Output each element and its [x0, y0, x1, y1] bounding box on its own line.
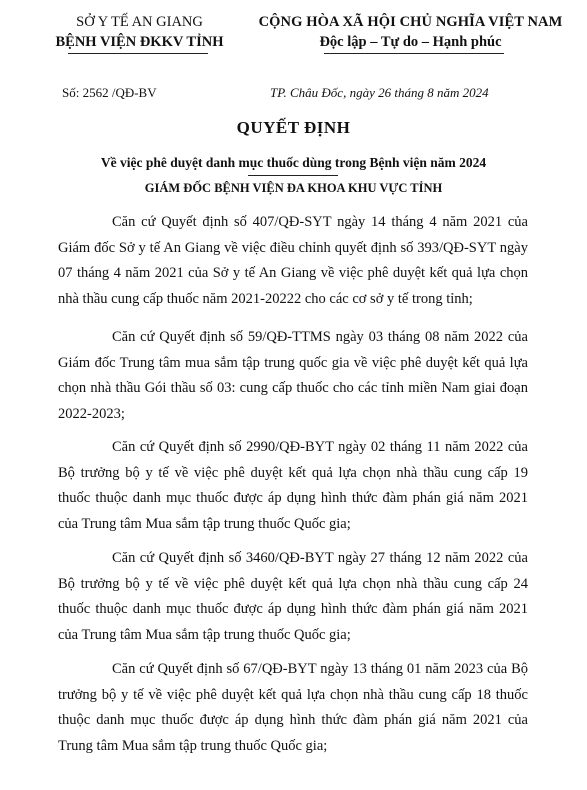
republic-name: CỘNG HÒA XÃ HỘI CHỦ NGHĨA VIỆT NAM — [258, 14, 563, 30]
national-motto: Độc lập – Tự do – Hạnh phúc — [319, 34, 502, 50]
document-subtitle: Về việc phê duyệt danh mục thuốc dùng trong Bệnh viện năm 2024 — [100, 155, 487, 170]
paragraph-text: Căn cứ Quyết định số 2990/QĐ-BYT ngày 02 tháng 11 năm 2022 của Bộ trưởng bộ y tế về việc phê duyệt kết quả lựa chọn nhà thầu cung cấp 19 thuốc thuộc danh mục thuốc được áp dụng hình thức đàm phán giá năm 2021 của Trung tâm Mua sắm tập trung thuốc Quốc gia; — [58, 439, 528, 532]
paragraph-4 — [58, 546, 528, 648]
agency-name: SỞ Y TẾ AN GIANG — [76, 14, 203, 30]
motto-underline — [324, 53, 504, 54]
document-number: Số: 2562 /QĐ-BV — [62, 85, 157, 100]
paragraph-text: Căn cứ Quyết định số 3460/QĐ-BYT ngày 27 tháng 12 năm 2022 của Bộ trưởng bộ y tế về việc phê duyệt kết quả lựa chọn nhà thầu cung cấp 24 thuốc thuộc danh mục thuốc được áp dụng hình thức đàm phán giá năm 2021 của Trung tâm Mua sắm tập trung thuốc Quốc gia; — [58, 550, 528, 643]
paragraph-text: Căn cứ Quyết định số 67/QĐ-BYT ngày 13 tháng 01 năm 2023 của Bộ trưởng bộ y tế về việc phê duyệt kết quả lựa chọn nhà thầu cung cấp 18 thuốc thuộc danh mục thuốc được áp dụng hình thức đàm phán giá năm 2021 của Trung tâm Mua sắm tập trung thuốc Quốc gia; — [58, 661, 528, 754]
director-heading: GIÁM ĐỐC BỆNH VIỆN ĐA KHOA KHU VỰC TỈNH — [144, 181, 443, 195]
paragraph-text: Căn cứ Quyết định số 407/QĐ-SYT ngày 14 tháng 4 năm 2021 của Giám đốc Sở y tế An Giang về việc điều chỉnh quyết định số 393/QĐ-SYT ngày 07 tháng 4 năm 2021 của Sở y tế An Giang về việc phê duyệt kết quả lựa chọn nhà thầu cung cấp thuốc năm 2021-20222 cho các cơ sở y tế trong tỉnh; — [58, 214, 528, 307]
issuer-block — [32, 12, 247, 52]
paragraph-3 — [58, 435, 528, 537]
paragraph-5 — [58, 657, 528, 759]
document-title: QUYẾT ĐỊNH — [236, 118, 351, 137]
subtitle-underline — [248, 175, 338, 176]
issuer-underline — [68, 53, 208, 54]
hospital-name: BỆNH VIỆN ĐKKV TỈNH — [55, 34, 224, 50]
national-heading — [238, 12, 583, 52]
paragraph-text: Căn cứ Quyết định số 59/QĐ-TTMS ngày 03 tháng 08 năm 2022 của Giám đốc Trung tâm mua sắm tập trung quốc gia về việc phê duyệt kết quả lựa chọn nhà thầu Gói thầu số 03: cung cấp thuốc cho các tỉnh miền Nam giai đoạn 2022-2023; — [58, 329, 528, 422]
paragraph-1 — [58, 210, 528, 312]
paragraph-2 — [58, 325, 528, 427]
place-date: TP. Châu Đốc, ngày 26 tháng 8 năm 2024 — [270, 85, 489, 100]
